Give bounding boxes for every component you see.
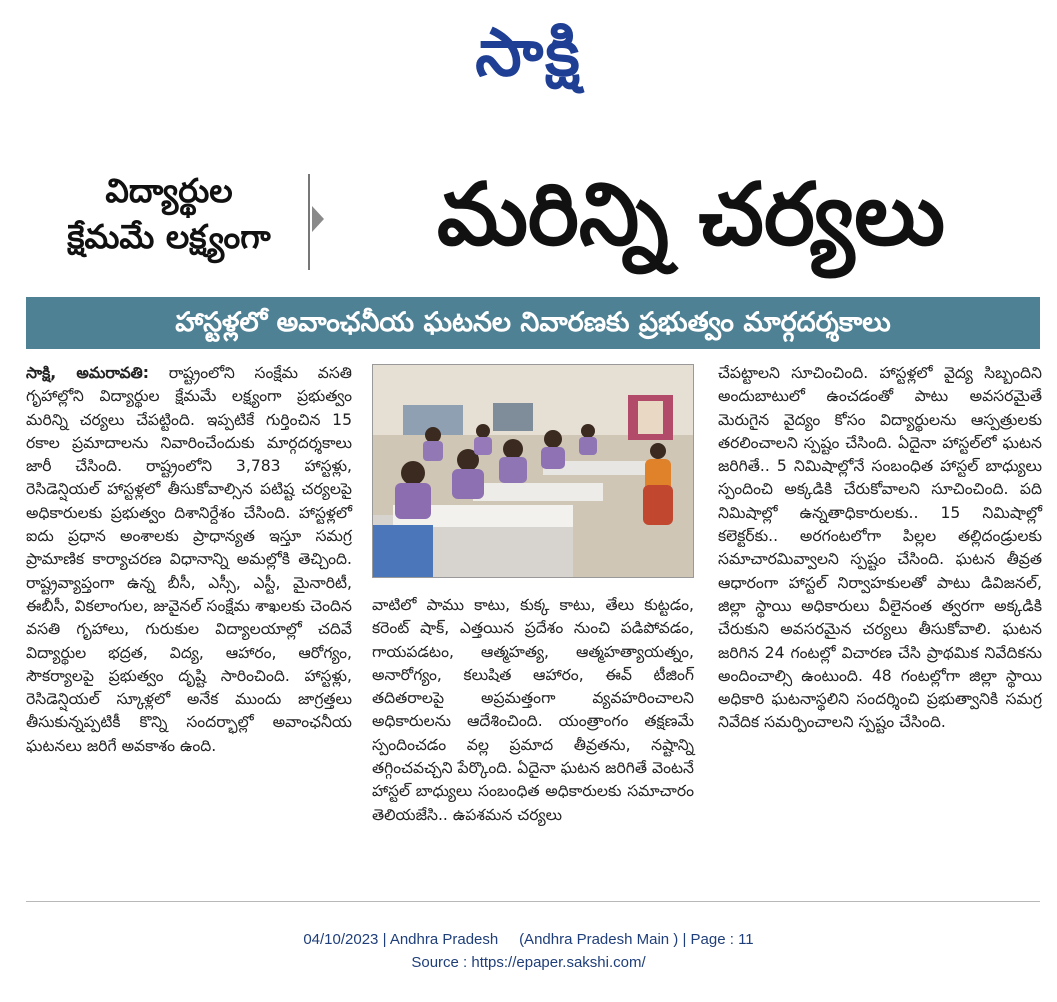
headline: మరిన్ని చర్యలు (436, 165, 946, 265)
kicker-divider (308, 174, 310, 270)
footer-divider (26, 901, 1040, 902)
classroom-photo (373, 365, 693, 577)
column-1-text: రాష్ట్రంలోని సంక్షేమ వసతి గృహాల్లోని విద్యార్థుల క్షేమమే లక్ష్యంగా ప్రభుత్వం మరిన్ని చర్యలు చేపట్టింది. ఇప్పటికే గుర్తించిన 15 రకాల ప్రమాదాలను నివారించేందుకు మార్గదర్శకాలు జారీ చేసింది. రాష్ట్రంలోని 3,783 హాస్టళ్లు, రెసిడెన్షియల్ హాస్టళ్లలో తీసుకోవాల్సిన పటిష్ట చర్యలపై అధికారులకు ప్రభుత్వం దిశానిర్దేశం చేసింది. హాస్టళ్లలో ఐదు ప్రధాన అంశాలకు ప్రాధాన్యత ఇస్తూ సమగ్ర ప్రామాణిక కార్యాచరణ విధానాన్ని అమల్లోకి తెచ్చింది. రాష్ట్రవ్యాప్తంగా ఉన్న బీసీ, ఎస్సీ, ఎస్టీ, మైనారిటీ, ఈబీసీ, వికలాంగుల, జువైనల్ సంక్షేమ శాఖలకు చెందిన వసతి గృహాలు, గురుకుల విద్యాలయాల్లో చదివే విద్యార్థుల భద్రత, విద్య, ఆహారం, ఆరోగ్యం, సౌకర్యాలపై ప్రభుత్వం దృష్టి సారించింది. హాస్టళ్లు, రెసిడెన్షియల్ స్కూళ్లలో అనేక ముందు జాగ్రత్తలు తీసుకున్నప్పటికీ కొన్ని సందర్భాల్లో అవాంఛనీయ ఘటనలు జరిగే అవకాశం ఉంది. (26, 364, 352, 755)
footer-edition: (Andhra Pradesh Main ) (519, 931, 679, 948)
footer-source-label: Source : (411, 954, 472, 971)
footer-page: Page : 11 (690, 931, 754, 948)
article-photo (372, 364, 694, 578)
article-column-2: వాటిలో పాము కాటు, కుక్క కాటు, తేలు కుట్టడం, కరెంట్ షాక్, ఎత్తయిన ప్రదేశం నుంచి పడిపోవడం, గాయపడటం, ఆత్మహత్య, ఆత్మహత్యాయత్నం, అనారోగ్యం, కలుషిత ఆహారం, ఈవ్ టీజింగ్ తదితరాలపై అప్రమత్తంగా వ్యవహరించాలని అధికారులను ఆదేశించింది. యంత్రాంగం తక్షణమే స్పందించడం వల్ల ప్రమాద తీవ్రతను, నష్టాన్ని తగ్గించవచ్చని పేర్కొంది. ఏదైనా ఘటన జరిగితే వెంటనే హాస్టల్ బాధ్యులు సంబంధిత అధికారులకు సమాచారం తెలియజేసి.. ఉపశమన చర్యలు (372, 596, 694, 824)
footer-separator: | (678, 931, 691, 948)
logo-text: సాక్షి (475, 14, 582, 91)
footer (0, 928, 1057, 974)
chevron-right-icon (312, 206, 324, 232)
footer-line-2 (0, 951, 1057, 974)
kicker-line-1: విద్యార్థుల (105, 171, 233, 210)
footer-line-1 (0, 928, 1057, 951)
footer-separator: | (378, 931, 390, 948)
masthead-logo (0, 8, 1057, 98)
footer-date: 04/10/2023 (303, 931, 379, 948)
kicker (40, 168, 298, 260)
article-column-1 (26, 362, 352, 882)
footer-region: Andhra Pradesh (389, 931, 499, 948)
footer-source-url: https://epaper.sakshi.com/ (471, 954, 646, 971)
subheadline: హాస్టళ్లలో అవాంఛనీయ ఘటనల నివారణకు ప్రభుత్వం మార్గదర్శకాలు (26, 297, 1040, 349)
dateline: సాక్షి, అమరావతి: (26, 364, 149, 382)
kicker-line-2: క్షేమమే లక్ష్యంగా (67, 217, 271, 256)
article-column-3: చేపట్టాలని సూచించింది. హాస్టళ్లలో వైద్య సిబ్బందిని అందుబాటులో ఉంచడంతో పాటు అవసరమైతే మెరుగైన వైద్యం కోసం విద్యార్థులను ఆస్పత్రులకు తరలించాలని స్పష్టం చేసింది. ఏదైనా హాస్టల్‌లో ఘటన జరిగితే.. 5 నిమిషాల్లోనే సంబంధిత హాస్టల్ బాధ్యులు స్పందించి అక్కడికి చేరుకోవాలని సూచించింది. పది నిమిషాల్లో ఉన్నతాధికారులకు.. 15 నిమిషాల్లో కలెక్టర్‌కు.. అరగంటలోగా పిల్లల తల్లిదండ్రులకు సమాచారమివ్వాలని స్పష్టం చేసింది. ఘటన తీవ్రత ఆధారంగా హాస్టల్ నిర్వాహకులతో పాటు డివిజనల్, జిల్లా స్థాయి అధికారులు వీలైనంత త్వరగా అక్కడికి చేరుకుని అవసరమైన చర్యలు తీసుకోవాలి. ఘటన జరిగిన 24 గంటల్లో విచారణ చేసి ప్రాథమిక నివేదికను అందించాల్సి ఉంటుంది. 48 గంటల్లోగా జిల్లా స్థాయి అధికారి ఘటనాస్థలిని సందర్శించి ప్రభుత్వానికి సమగ్ర నివేదిక సమర్పించాలని స్పష్టం చేసింది. (718, 364, 1042, 732)
